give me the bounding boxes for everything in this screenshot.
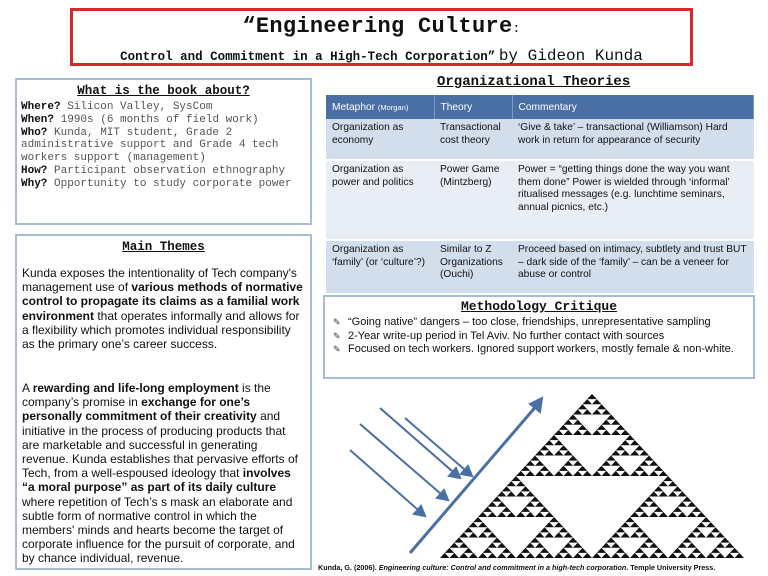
table-row bbox=[326, 240, 754, 294]
header-metaphor-note: (Morgan) bbox=[377, 102, 409, 112]
header-metaphor bbox=[326, 95, 434, 119]
about-line-value: Kunda, MIT student, Grade 2 bbox=[47, 126, 233, 139]
sierpinski-triangle-graphic bbox=[330, 388, 760, 560]
cell-commentary: Proceed based on intimacy, subtlety and trust BUT – dark side of the ‘family’ – can be a veneer for abuse or control bbox=[512, 240, 754, 294]
sierpinski-triangle-icon bbox=[440, 394, 744, 558]
table-row bbox=[326, 160, 754, 240]
header-theory: Theory bbox=[434, 95, 512, 119]
about-line-key: Why? bbox=[21, 177, 48, 190]
about-line bbox=[21, 101, 292, 114]
org-theories-table bbox=[326, 95, 754, 295]
about-line-value: administrative support and Grade 4 tech bbox=[21, 139, 279, 152]
cell-metaphor: Organization as power and politics bbox=[326, 160, 434, 240]
about-line-key: Who? bbox=[21, 126, 48, 139]
about-line bbox=[21, 152, 292, 165]
method-item-text: Focused on tech workers. Ignored support workers, mostly female & non-white. bbox=[348, 343, 734, 355]
title-main-text: “Engineering Culture bbox=[242, 14, 513, 39]
body-text: is the company’s promise in bbox=[22, 381, 271, 410]
citation-author: Kunda, G. (2006). bbox=[318, 563, 379, 572]
org-theories-heading: Organizational Theories bbox=[437, 74, 631, 90]
about-line bbox=[21, 165, 292, 178]
about-line-value: Silicon Valley, SysCom bbox=[60, 101, 213, 113]
about-line-value: Opportunity to study corporate power bbox=[47, 177, 292, 190]
list-item bbox=[333, 316, 749, 330]
title-box bbox=[70, 8, 693, 66]
methodology-panel bbox=[323, 295, 755, 379]
about-heading: What is the book about? bbox=[77, 84, 250, 98]
emphasis-text: involves “a moral purpose” as part of its daily culture bbox=[22, 466, 291, 495]
about-line bbox=[21, 139, 292, 152]
cell-commentary: ‘Give & take’ – transactional (Williamson) Hard work in return for appearance of security bbox=[512, 119, 754, 160]
method-item-text: “Going native” dangers – too close, friendships, unrepresentative sampling bbox=[348, 316, 711, 328]
page-title bbox=[73, 14, 690, 39]
table-row bbox=[326, 119, 754, 160]
title-colon: : bbox=[512, 21, 521, 36]
body-text: A bbox=[22, 381, 33, 395]
emphasis-text: various methods of normative control to propagate its claims as a familial work environment bbox=[22, 280, 303, 323]
pencil-bullet-icon: ✎ bbox=[333, 344, 341, 354]
header-commentary: Commentary bbox=[512, 95, 754, 119]
page-subtitle bbox=[73, 47, 690, 65]
themes-heading: Main Themes bbox=[122, 240, 205, 254]
body-text: and initiative in the process of producing products that are marketable and successful in generating revenue. Kunda establishes that pervasive efforts of Tech, from a well-espoused ideology that bbox=[22, 409, 298, 481]
emphasis-text: exchange for one’s personally commitment of their creativity bbox=[22, 395, 257, 424]
cell-commentary: Power = “getting things done the way you want them done” Power is wielded through ‘informal’ ritualised messages (e.g. lunchtime seminars, annual picnics, etc.) bbox=[512, 160, 754, 240]
cell-theory: Power Game (Mintzberg) bbox=[434, 160, 512, 240]
subtitle-text: Control and Commitment in a High-Tech Corporation” bbox=[120, 50, 496, 64]
about-panel bbox=[15, 78, 312, 225]
cell-metaphor: Organization as economy bbox=[326, 119, 434, 160]
body-text: Kunda exposes the intentionality of Tech company's management use of bbox=[22, 266, 297, 295]
list-item bbox=[333, 330, 749, 344]
about-lines bbox=[21, 101, 292, 191]
about-line-value: 1990s (6 months of field work) bbox=[54, 113, 259, 126]
methodology-heading: Methodology Critique bbox=[460, 299, 618, 314]
citation-publisher: . Temple University Press. bbox=[626, 563, 716, 572]
about-line-value: Participant observation ethnography bbox=[47, 164, 286, 177]
themes-paragraph-1 bbox=[22, 266, 306, 351]
body-text: where repetition of Tech’s s mask an elaborate and subtle form of normative control in which the members' minds and hearts become the target of corporate influence for the pursuit of corporate, and by chance individual, revenue. bbox=[22, 494, 295, 566]
about-line bbox=[21, 114, 292, 127]
method-item-text: 2-Year write-up period in Tel Aviv. No further contact with sources bbox=[348, 329, 665, 342]
cell-metaphor: Organization as ‘family’ (or ‘culture’?) bbox=[326, 240, 434, 294]
about-line bbox=[21, 127, 292, 140]
methodology-list bbox=[333, 316, 749, 357]
about-line-key: Where? bbox=[21, 101, 61, 113]
list-item bbox=[333, 343, 749, 357]
about-line-key: How? bbox=[21, 164, 48, 177]
pencil-bullet-icon: ✎ bbox=[333, 330, 341, 341]
cell-theory: Transactional cost theory bbox=[434, 119, 512, 160]
themes-panel bbox=[15, 234, 312, 570]
author-text: by Gideon Kunda bbox=[498, 47, 643, 65]
body-text: that operates informally and allows for a flexibility which promotes individual responsibility as the primary one’s career success. bbox=[22, 308, 300, 352]
cell-theory: Similar to Z Organizations (Ouchi) bbox=[434, 240, 512, 294]
pencil-bullet-icon: ✎ bbox=[333, 317, 341, 327]
about-line-key: When? bbox=[21, 113, 55, 126]
citation-title: Engineering culture: Control and commitment in a high-tech corporation bbox=[378, 563, 627, 572]
about-line-value: workers support (management) bbox=[21, 152, 206, 165]
arrows-icon bbox=[350, 398, 542, 553]
emphasis-text: rewarding and life-long employment bbox=[32, 381, 239, 395]
table-header-row bbox=[326, 95, 754, 119]
about-line bbox=[21, 178, 292, 191]
themes-paragraph-2 bbox=[22, 381, 306, 566]
citation bbox=[318, 563, 715, 572]
header-metaphor-label: Metaphor bbox=[332, 101, 376, 113]
